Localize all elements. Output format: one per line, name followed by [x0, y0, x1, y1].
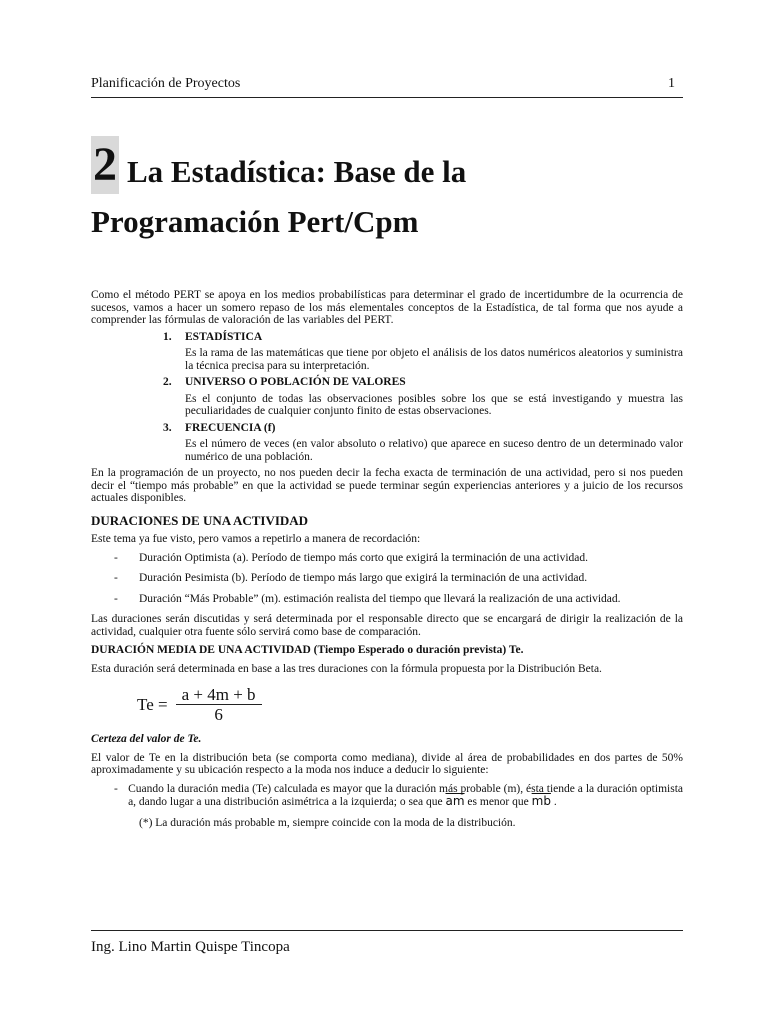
definition-text: Es el número de veces (en valor absoluto o relativo) que aparece en suceso dentro de un determinado valor numérico de una población. [185, 438, 683, 463]
list-item: - Duración “Más Probable” (m). estimación realista del tiempo que llevará la realización de una actividad. [114, 592, 621, 605]
list-item: - Cuando la duración media (Te) calculada es mayor que la duración más probable (m), ésta tiende a la duración optimista a, dando lugar a una distribución asimétrica a la izquierda; o sea que $\overline{am}$ es menor que $\overline{mb}$ . [114, 782, 683, 808]
definition-term: UNIVERSO O POBLACIÓN DE VALORES [185, 376, 406, 388]
list-item-text: Duración Optimista (a). Período de tiempo más corto que exigirá la terminación de una actividad. [139, 551, 588, 564]
bullet-text-1: Cuando la duración media (Te) calculada es mayor que la duración más probable (m), ésta tiende a la duración optimista a, dando lugar a una distribución asimétrica a la izquierda; o sea que [128, 782, 683, 808]
chapter-title [91, 134, 683, 244]
title-line-2: Programación Pert/Cpm [91, 204, 419, 239]
programacion-paragraph: En la programación de un proyecto, no nos pueden decir la fecha exacta de terminación de una actividad, pero si nos pueden decir el “tiempo más probable” en que la actividad se puede terminar según experiencias anteriores y a juicio de los recursos actuales disponibles. [91, 467, 683, 504]
footer-author: Ing. Lino Martin Quispe Tincopa [91, 939, 290, 955]
title-line-1: La Estadística: Base de la [127, 154, 467, 189]
closing-paragraph: Las duraciones serán discutidas y será determinada por el responsable directo que se encargará de dirigir la realización de la actividad, cualquier otra fuente sólo servirá como base de comparación. [91, 613, 683, 638]
definition-number: 2. [163, 376, 172, 388]
chapter-number: 2 [91, 136, 119, 194]
section-intro: Este tema ya fue visto, pero vamos a repetirlo a manera de recordación: [91, 533, 421, 545]
page-header [91, 76, 683, 98]
definition-text: Es la rama de las matemáticas que tiene por objeto el análisis de los datos numéricos aleatorios y suministra la técnica precisa para su interpretación. [185, 347, 683, 372]
formula-denominator: 6 [214, 704, 223, 724]
header-title: Planificación de Proyectos [91, 76, 241, 91]
definition-number: 1. [163, 330, 172, 343]
subsection-intro: Esta duración será determinada en base a las tres duraciones con la fórmula propuesta por la Distribución Beta. [91, 662, 602, 675]
definition-term: FRECUENCIA (f) [185, 421, 276, 434]
subsection-heading: DURACIÓN MEDIA DE UNA ACTIVIDAD (Tiempo Esperado o duración prevista) Te. [91, 644, 524, 656]
symbol-am: $\overline{am}$ [445, 794, 465, 808]
note-text: (*) La duración más probable m, siempre coincide con la moda de la distribución. [139, 816, 516, 829]
section-heading: DURACIONES DE UNA ACTIVIDAD [91, 512, 309, 528]
page-number: 1 [668, 76, 675, 91]
definition-item [91, 331, 683, 373]
certeza-paragraph: El valor de Te en la distribución beta (se comporta como mediana), divide al área de probabilidades en dos partes de 50% aproximadamente y su ubicación respecto a la moda nos induce a deducir lo siguiente: [91, 751, 683, 776]
list-item-text: Duración Pesimista (b). Período de tiempo más largo que exigirá la terminación de una actividad. [139, 572, 588, 584]
page-footer [91, 930, 683, 956]
bullet-text-end: . [553, 796, 557, 808]
intro-paragraph: Como el método PERT se apoya en los medios probabilísticas para determinar el grado de incertidumbre de la ocurrencia de sucesos, vamos a hacer un somero repaso de los más elementales conceptos de la Estadística, de tal forma que nos ayude a comprender las fórmulas de valoración de las variables del PERT. [91, 289, 683, 326]
list-item: - Duración Optimista (a). Período de tiempo más corto que exigirá la terminación de una actividad. [114, 551, 588, 564]
document-body [91, 289, 683, 833]
te-formula [137, 685, 683, 724]
formula-fraction [176, 685, 262, 724]
definition-term: ESTADÍSTICA [185, 330, 263, 343]
definition-number: 3. [163, 421, 172, 434]
symbol-mb: $\overline{mb}$ [531, 794, 551, 808]
certeza-heading: Certeza del valor de Te. [91, 733, 202, 745]
list-item-text [128, 783, 683, 809]
formula-lhs: Te = [137, 694, 168, 714]
list-item-text: Duración “Más Probable” (m). estimación realista del tiempo que llevará la realización de una actividad. [139, 592, 621, 605]
definition-item [91, 422, 683, 464]
bullet-text-2: es menor que [467, 796, 529, 808]
list-item: - Duración Pesimista (b). Período de tiempo más largo que exigirá la terminación de una actividad. [114, 572, 588, 584]
formula-numerator: a + 4m + b [176, 689, 262, 705]
definition-item [91, 376, 683, 418]
definition-text: Es el conjunto de todas las observaciones posibles sobre los que se está investigando y muestra las peculiaridades de cualquier conjunto finito de estas observaciones. [185, 392, 683, 417]
